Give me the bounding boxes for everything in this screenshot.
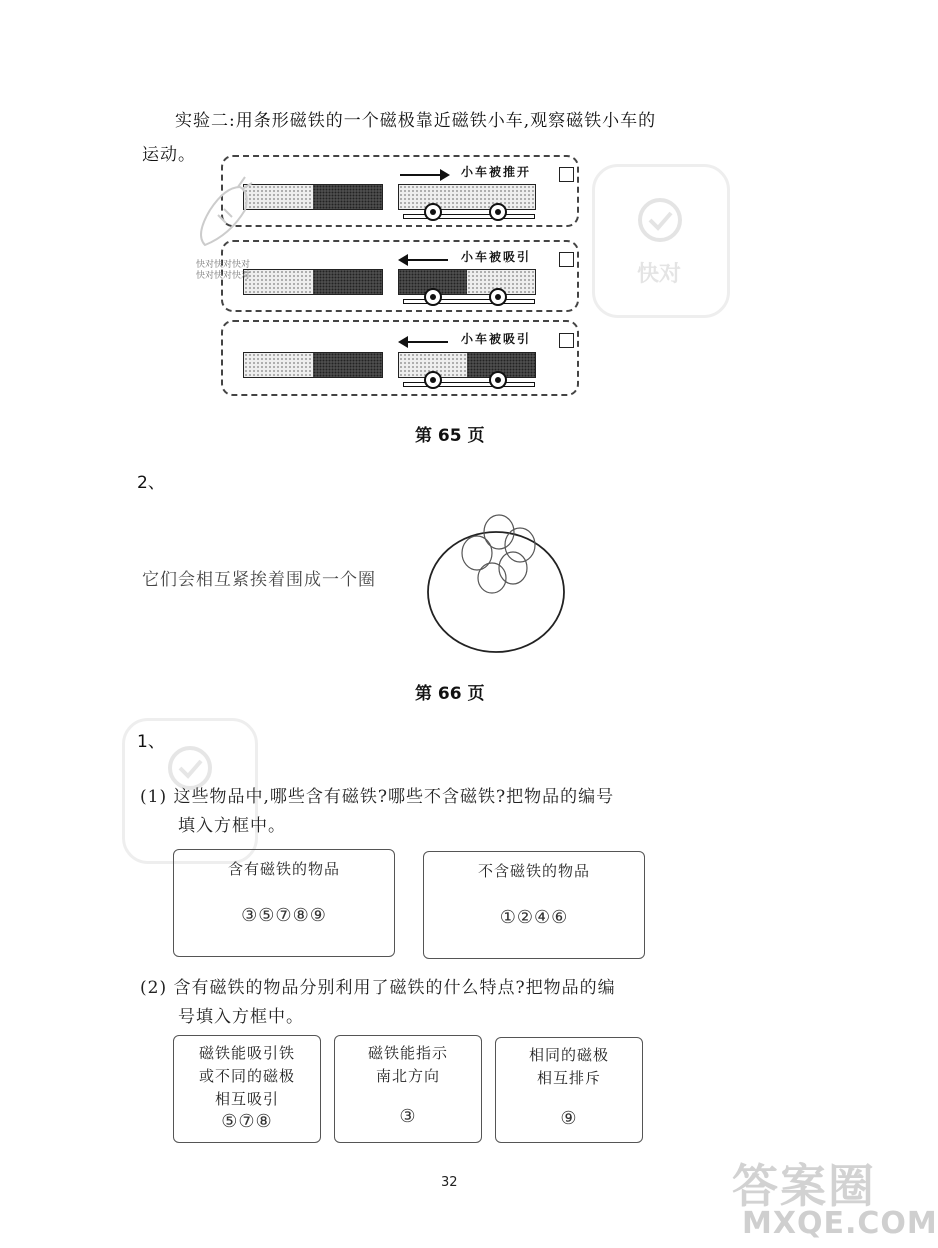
- wheel-icon: [424, 371, 442, 389]
- bar-magnet: [243, 184, 383, 210]
- carrot-watermark-icon: [190, 175, 260, 255]
- without-magnet-numbers: ①②④⑥: [499, 907, 569, 928]
- without-magnet-box: [423, 851, 645, 959]
- feature-2-numbers: ③: [399, 1106, 417, 1127]
- feature-1-line3: 相互吸引: [214, 1090, 279, 1108]
- wheel-icon: [489, 371, 507, 389]
- feature-1-line1: 磁铁能吸引铁: [198, 1044, 295, 1062]
- part-2-line1: (2) 含有磁铁的物品分别利用了磁铁的什么特点?把物品的编: [140, 978, 616, 998]
- wheel-icon: [424, 203, 442, 221]
- kuaidui-watermark-text: 快对: [637, 262, 682, 287]
- feature-box-direction: [334, 1035, 482, 1143]
- answer-checkbox-2[interactable]: [559, 252, 574, 267]
- page-number: 32: [441, 1175, 458, 1190]
- bar-magnet: [243, 269, 383, 295]
- bar-magnet: [243, 352, 383, 378]
- answer-text: 它们会相互紧挨着围成一个圈: [142, 570, 376, 590]
- experiment-panel-2: [221, 240, 579, 312]
- with-magnet-numbers: ③⑤⑦⑧⑨: [241, 905, 327, 926]
- feature-box-attract: [173, 1035, 321, 1143]
- cart-label-3: 小车被吸引: [461, 332, 532, 346]
- page-66-heading: 第 66 页: [415, 684, 485, 704]
- wheel-icon: [424, 288, 442, 306]
- answer-checkbox-1[interactable]: [559, 167, 574, 182]
- experiment-panel-3: [221, 320, 579, 396]
- feature-2-line1: 磁铁能指示: [367, 1044, 448, 1062]
- question-1-label: 1、: [137, 732, 165, 752]
- part-1-line1: (1) 这些物品中,哪些含有磁铁?哪些不含磁铁?把物品的编号: [140, 787, 615, 807]
- question-2-label: 2、: [137, 473, 165, 493]
- wheel-icon: [489, 288, 507, 306]
- feature-1-line2: 或不同的磁极: [198, 1067, 295, 1085]
- feature-1-numbers: ⑤⑦⑧: [221, 1111, 273, 1132]
- check-circle-icon: [635, 195, 685, 245]
- cart-magnet: [398, 352, 536, 378]
- circle-diagram: [425, 510, 567, 655]
- arrow-left-icon: [400, 341, 448, 343]
- part-2-line2: 号填入方框中。: [178, 1007, 304, 1027]
- wheel-icon: [489, 203, 507, 221]
- without-magnet-title: 不含磁铁的物品: [477, 862, 590, 880]
- feature-3-numbers: ⑨: [560, 1108, 578, 1129]
- feature-3-line2: 相互排斥: [536, 1069, 601, 1087]
- with-magnet-box: [173, 849, 395, 957]
- cart-label-2: 小车被吸引: [461, 250, 532, 264]
- part-1-line2: 填入方框中。: [178, 816, 286, 836]
- feature-box-repel: [495, 1037, 643, 1143]
- experiment-title-line1: 实验二:用条形磁铁的一个磁极靠近磁铁小车,观察磁铁小车的: [175, 111, 657, 131]
- corner-watermark-url: MXQE.COM: [742, 1206, 938, 1241]
- watermark-small-text-2: 快对快对快对: [196, 271, 251, 281]
- arrow-left-icon: [400, 259, 448, 261]
- arrow-right-icon: [400, 174, 448, 176]
- with-magnet-title: 含有磁铁的物品: [227, 860, 340, 878]
- page-65-heading: 第 65 页: [415, 426, 485, 446]
- experiment-panel-1: [221, 155, 579, 227]
- cart-magnet: [398, 269, 536, 295]
- feature-3-line1: 相同的磁极: [528, 1046, 609, 1064]
- experiment-title-line2: 运动。: [142, 145, 196, 165]
- kuaidui-watermark: [592, 164, 730, 318]
- feature-2-line2: 南北方向: [375, 1067, 440, 1085]
- answer-checkbox-3[interactable]: [559, 333, 574, 348]
- corner-watermark-title: 答案圈: [732, 1159, 876, 1213]
- cart-magnet: [398, 184, 536, 210]
- watermark-small-text-1: 快对快对快对: [196, 260, 251, 270]
- cart-label-1: 小车被推开: [461, 165, 532, 179]
